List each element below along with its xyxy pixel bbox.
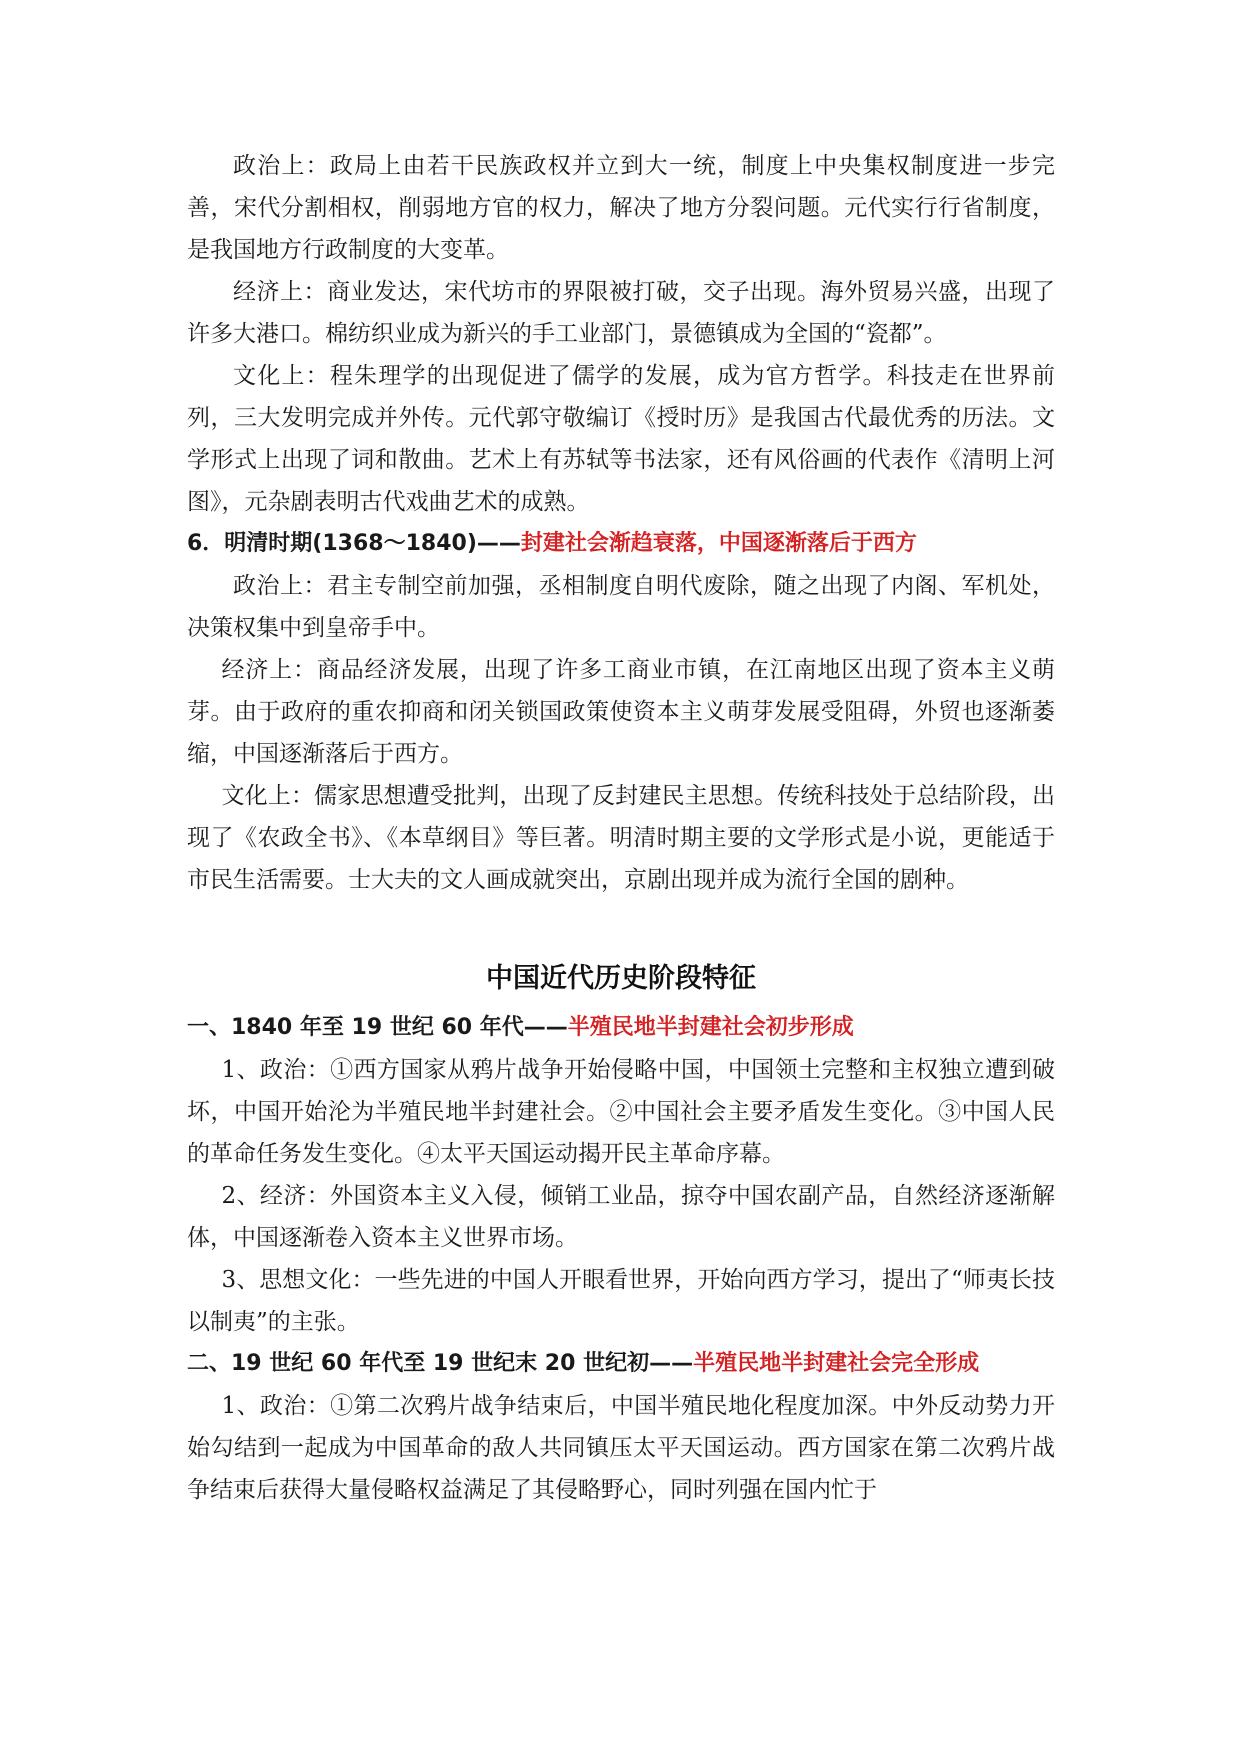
ming-qing-heading-prefix: 6．明清时期(1368～1840)—— [187, 531, 521, 556]
stage1-heading-prefix: 一、1840 年至 19 世纪 60 年代—— [187, 1015, 568, 1040]
ming-qing-heading-highlight: 封建社会渐趋衰落，中国逐渐落后于西方 [520, 531, 917, 556]
ming-qing-politics: 政治上：君主专制空前加强，丞相制度自明代废除，随之出现了内阁、军机处，决策权集中到皇帝手中。 [187, 573, 1055, 641]
ming-qing-heading [187, 523, 1055, 565]
modern-history-title: 中国近代历史阶段特征 [486, 963, 756, 994]
stage1-politics: 1、政治：①西方国家从鸦片战争开始侵略中国，中国领土完整和主权独立遭到破坏，中国开始沦为半殖民地半封建社会。②中国社会主要矛盾发生变化。③中国人民的革命任务发生变化。④太平天国运动揭开民主革命序幕。 [187, 1057, 1055, 1167]
section-spacer [187, 901, 1055, 943]
stage1-heading-highlight: 半殖民地半封建社会初步形成 [567, 1015, 854, 1040]
ming-qing-economy: 经济上：商品经济发展，出现了许多工商业市镇，在江南地区出现了资本主义萌芽。由于政府的重农抑商和闭关锁国政策使资本主义萌芽发展受阻碍，外贸也逐渐萎缩，中国逐渐落后于西方。 [187, 657, 1055, 767]
song-yuan-economy: 经济上：商业发达，宋代坊市的界限被打破，交子出现。海外贸易兴盛，出现了许多大港口。棉纺织业成为新兴的手工业部门，景德镇成为全国的“瓷都”。 [187, 279, 1055, 347]
song-yuan-politics: 政治上：政局上由若干民族政权并立到大一统，制度上中央集权制度进一步完善，宋代分割相权，削弱地方官的权力，解决了地方分裂问题。元代实行行省制度，是我国地方行政制度的大变革。 [187, 153, 1055, 263]
stage1-heading [187, 1007, 1055, 1049]
song-yuan-culture: 文化上：程朱理学的出现促进了儒学的发展，成为官方哲学。科技走在世界前列，三大发明完成并外传。元代郭守敬编订《授时历》是我国古代最优秀的历法。文学形式上出现了词和散曲。艺术上有苏轼等书法家，还有风俗画的代表作《清明上河图》，元杂剧表明古代戏曲艺术的成熟。 [187, 363, 1055, 515]
stage1-economy: 2、经济：外国资本主义入侵，倾销工业品，掠夺中国农副产品，自然经济逐渐解体，中国逐渐卷入资本主义世界市场。 [187, 1183, 1055, 1251]
stage2-heading [187, 1343, 1055, 1385]
stage1-thought: 3、思想文化：一些先进的中国人开眼看世界，开始向西方学习，提出了“师夷长技以制夷”的主张。 [187, 1267, 1055, 1335]
stage2-heading-highlight: 半殖民地半封建社会完全形成 [693, 1351, 980, 1376]
ming-qing-culture: 文化上：儒家思想遭受批判，出现了反封建民主思想。传统科技处于总结阶段，出现了《农政全书》、《本草纲目》等巨著。明清时期主要的文学形式是小说，更能适于市民生活需要。士大夫的文人画成就突出，京剧出现并成为流行全国的剧种。 [187, 783, 1055, 893]
stage2-heading-prefix: 二、19 世纪 60 年代至 19 世纪末 20 世纪初—— [187, 1351, 694, 1376]
document-body [187, 145, 1055, 1511]
stage2-politics: 1、政治：①第二次鸦片战争结束后，中国半殖民地化程度加深。中外反动势力开始勾结到一起成为中国革命的敌人共同镇压太平天国运动。西方国家在第二次鸦片战争结束后获得大量侵略权益满足了其侵略野心，同时列强在国内忙于 [187, 1393, 1055, 1503]
